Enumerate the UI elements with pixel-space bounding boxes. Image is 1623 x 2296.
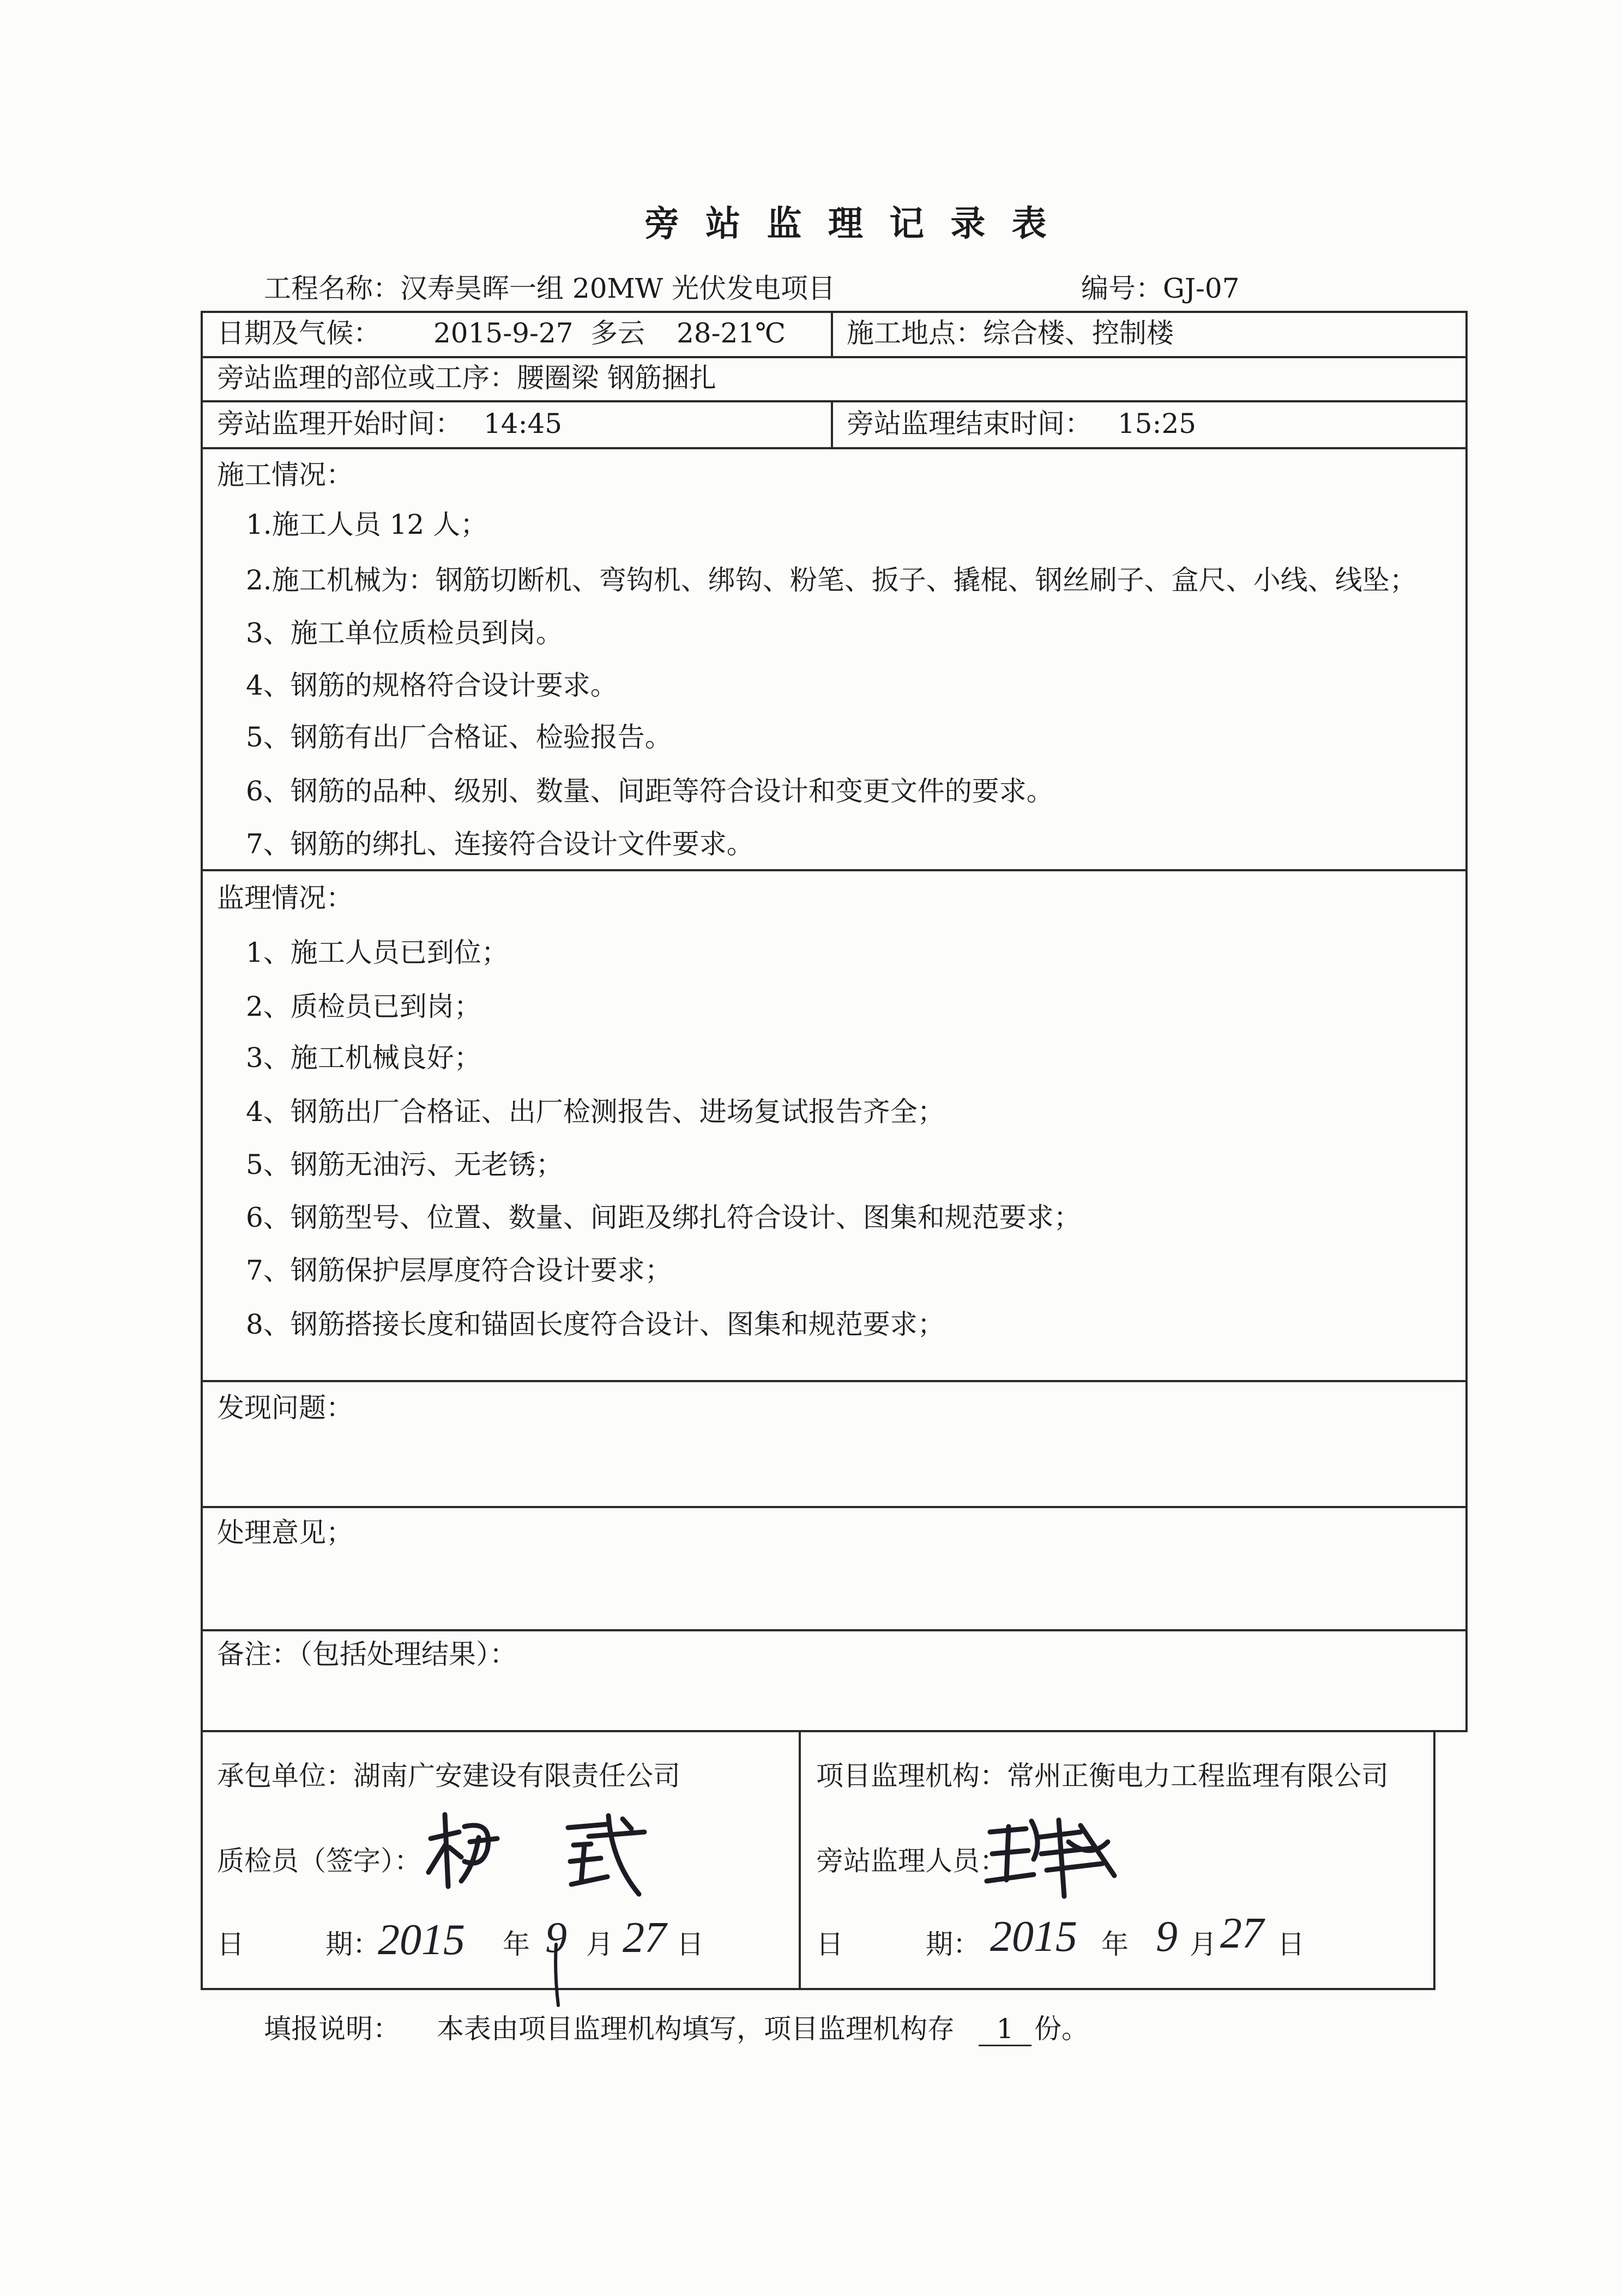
left-date-month: 9 <box>545 1914 567 1962</box>
supervisor-signature <box>981 1809 1145 1902</box>
footer-text: 本表由项目监理机构填写，项目监理机构存 <box>437 2013 955 2045</box>
list-item: 3、施工单位质检员到岗。 <box>246 617 563 649</box>
handling-heading: 处理意见； <box>217 1517 353 1548</box>
row-divider <box>201 447 1468 449</box>
date-label-day: 日 <box>816 1929 843 1960</box>
list-item: 5、钢筋有出厂合格证、检验报告。 <box>246 721 672 753</box>
column-divider <box>831 400 833 448</box>
number-label: 编号： <box>1081 273 1163 304</box>
footer-copies: 1 <box>996 2013 1014 2045</box>
end-time-label: 旁站监理结束时间： <box>847 408 1092 439</box>
row-divider <box>201 1730 1468 1732</box>
footer-suffix: 份。 <box>1034 2013 1089 2045</box>
form-number <box>1081 275 1240 302</box>
table-border-right <box>1465 311 1468 1732</box>
table-border-top <box>201 311 1468 313</box>
month-unit: 月 <box>1190 1929 1217 1960</box>
list-item: 3、施工机械良好； <box>246 1042 481 1074</box>
row-divider <box>201 869 1468 871</box>
row-divider <box>201 1380 1468 1382</box>
list-item: 4、钢筋的规格符合设计要求。 <box>246 670 618 701</box>
supervision-heading: 监理情况： <box>217 882 353 914</box>
contractor <box>217 1760 680 1792</box>
left-date-year: 2015 <box>378 1916 465 1964</box>
supervisor-org-label: 项目监理机构： <box>816 1760 1007 1792</box>
temperature-value: 28-21℃ <box>677 317 786 349</box>
date-value: 2015-9-27 <box>433 317 574 349</box>
list-item: 1、施工人员已到位； <box>246 937 509 968</box>
part-label: 旁站监理的部位或工序： <box>217 362 517 394</box>
row-divider <box>201 400 1468 402</box>
weather-value: 多云 <box>590 317 645 349</box>
location <box>847 317 1174 349</box>
supervisor-org-name: 常州正衡电力工程监理有限公司 <box>1007 1760 1389 1792</box>
list-item: 8、钢筋搭接长度和锚固长度符合设计、图集和规范要求； <box>246 1309 945 1340</box>
problems-heading: 发现问题： <box>217 1392 353 1424</box>
left-date-day: 27 <box>623 1914 666 1962</box>
signature-box-bottom <box>201 1988 1435 1990</box>
number-value: GJ-07 <box>1163 273 1240 304</box>
right-date-year: 2015 <box>990 1913 1077 1961</box>
list-item: 7、钢筋的绑扎、连接符合设计文件要求。 <box>246 828 754 860</box>
list-item: 5、钢筋无油污、无老锈； <box>246 1149 563 1180</box>
row-divider <box>201 356 1468 358</box>
year-unit: 年 <box>503 1929 530 1960</box>
supervisor-label: 旁站监理人员： <box>816 1845 1007 1877</box>
list-item: 6、钢筋的品种、级别、数量、间距等符合设计和变更文件的要求。 <box>246 775 1054 807</box>
footer-label: 填报说明： <box>264 2013 400 2045</box>
part-value: 腰圈梁 钢筋捆扎 <box>517 362 716 394</box>
project-label: 工程名称： <box>264 273 400 304</box>
list-item: 2、质检员已到岗； <box>246 991 481 1022</box>
right-date-month: 9 <box>1156 1913 1178 1961</box>
date-label-period: 期： <box>325 1929 380 1960</box>
location-label: 施工地点： <box>847 317 983 349</box>
list-item: 2.施工机械为：钢筋切断机、弯钩机、绑钩、粉笔、扳子、撬棍、钢丝刷子、盒尺、小线、线坠； <box>246 564 1417 596</box>
list-item: 1.施工人员 12 人； <box>246 509 488 540</box>
day-unit: 日 <box>1277 1929 1305 1960</box>
remarks-heading: 备注：（包括处理结果）： <box>217 1638 517 1670</box>
construction-heading: 施工情况： <box>217 459 353 491</box>
start-time-label: 旁站监理开始时间： <box>217 408 462 439</box>
month-unit: 月 <box>586 1929 613 1960</box>
start-time-value: 14:45 <box>484 408 563 439</box>
signature-box-right <box>1433 1730 1435 1990</box>
date-label-day: 日 <box>217 1929 244 1960</box>
list-item: 6、钢筋型号、位置、数量、间距及绑扎符合设计、图集和规范要求； <box>246 1202 1081 1233</box>
inspector-label: 质检员（签字）： <box>217 1845 421 1877</box>
project-name: 汉寿昊晖一组 20MW 光伏发电项目 <box>400 273 835 304</box>
signature-box-divider <box>799 1730 801 1990</box>
table-border-left <box>201 311 203 1990</box>
column-divider <box>831 311 833 357</box>
location-value: 综合楼、控制楼 <box>983 317 1174 349</box>
date-weather-label: 日期及气候： <box>217 317 381 349</box>
project-line <box>264 275 835 302</box>
end-time-value: 15:25 <box>1118 408 1197 439</box>
date-label-period: 期： <box>926 1929 980 1960</box>
row-divider <box>201 1629 1468 1631</box>
contractor-label: 承包单位： <box>217 1760 353 1792</box>
supervisor-org <box>816 1760 1389 1792</box>
day-unit: 日 <box>677 1929 704 1960</box>
part-row <box>217 362 716 394</box>
list-item: 4、钢筋出厂合格证、出厂检测报告、进场复试报告齐全； <box>246 1096 945 1128</box>
form-title: 旁 站 监 理 记 录 表 <box>644 203 1054 244</box>
handwriting-stroke <box>540 1941 572 2009</box>
year-unit: 年 <box>1101 1929 1129 1960</box>
inspector-signature <box>425 1805 654 1903</box>
copies-underline <box>979 2045 1031 2046</box>
contractor-name: 湖南广安建设有限责任公司 <box>353 1760 680 1792</box>
list-item: 7、钢筋保护层厚度符合设计要求； <box>246 1255 672 1286</box>
row-divider <box>201 1506 1468 1508</box>
right-date-day: 27 <box>1220 1909 1264 1957</box>
